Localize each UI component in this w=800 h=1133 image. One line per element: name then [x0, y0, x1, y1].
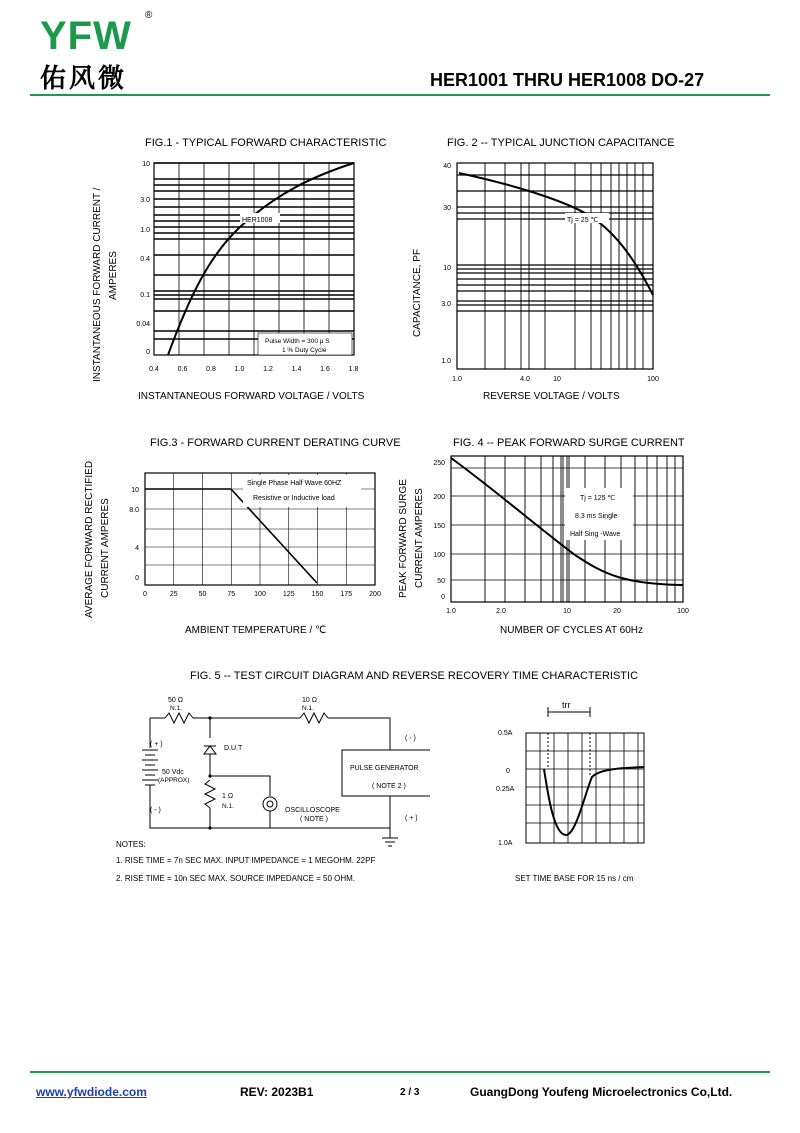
tick-label: 0 — [146, 349, 150, 356]
tick-label: 10 — [443, 265, 451, 272]
svg-text:0.5A: 0.5A — [498, 730, 513, 737]
tick-label: 30 — [443, 205, 451, 212]
dut-diode — [204, 746, 216, 754]
tick-label: 2.0 — [496, 608, 506, 615]
tick-label: 100 — [677, 608, 689, 615]
tick-label: 250 — [433, 460, 445, 467]
svg-text:0.25A: 0.25A — [496, 786, 515, 793]
tick-label: 4 — [135, 545, 139, 552]
tick-label: 1.0 — [446, 608, 456, 615]
tick-label: 10 — [142, 161, 150, 168]
fig2-ylabel: CAPACITANCE, PF — [412, 249, 423, 337]
tick-label: 20 — [613, 608, 621, 615]
tick-label: 150 — [433, 523, 445, 530]
svg-text:N.1.: N.1. — [170, 705, 182, 712]
tick-label: 100 — [433, 552, 445, 559]
tick-label: 3.0 — [140, 197, 150, 204]
footer-rule — [30, 1071, 770, 1073]
fig4-xlabel: NUMBER OF CYCLES AT 60Hz — [500, 625, 643, 636]
logo-latin: YFW — [40, 14, 132, 58]
svg-text:( - ): ( - ) — [150, 807, 161, 814]
svg-text:0: 0 — [506, 768, 510, 775]
tick-label: 4.0 — [520, 376, 530, 383]
svg-text:OSCILLOSCOPE: OSCILLOSCOPE — [285, 807, 340, 814]
tick-label: 40 — [443, 163, 451, 170]
tick-label: 8.0 — [129, 507, 139, 514]
svg-text:D.U.T: D.U.T — [224, 745, 243, 752]
tick-label: 0 — [135, 575, 139, 582]
fig4-ylabel-2: CURRENT AMPERES — [414, 488, 425, 588]
fig1-note-1: Pulse Width = 300 μ S — [265, 338, 330, 345]
tick-label: 0.6 — [177, 366, 188, 373]
tick-label: 0.04 — [136, 321, 150, 328]
svg-text:(APPROX): (APPROX) — [158, 777, 190, 784]
fig3-chart — [125, 465, 385, 605]
fig1-ylabel-1: INSTANTANEOUS FORWARD CURRENT / — [92, 187, 103, 382]
svg-text:N.1.: N.1. — [302, 705, 314, 712]
svg-text:1 Ω: 1 Ω — [222, 793, 234, 800]
header-rule — [30, 94, 770, 96]
fig1-note-2: 1 % Duty Cycle — [282, 347, 327, 354]
fig4-title: FIG. 4 -- PEAK FORWARD SURGE CURRENT — [453, 437, 685, 449]
tick-label: 0.4 — [149, 366, 159, 373]
tick-label: 100 — [254, 591, 266, 598]
tick-label: 0.4 — [140, 256, 150, 263]
svg-text:( + ): ( + ) — [150, 741, 163, 748]
tick-label: 50 — [198, 591, 207, 598]
fig2-title: FIG. 2 -- TYPICAL JUNCTION CAPACITANCE — [447, 137, 675, 149]
fig1-chart — [130, 155, 370, 380]
fig1-curve-label: HER1008 — [242, 217, 273, 224]
tick-label: 175 — [340, 591, 353, 598]
svg-text:50 Vdc: 50 Vdc — [162, 769, 184, 776]
fig5-circuit — [110, 688, 430, 858]
tick-label: 150 — [311, 591, 324, 598]
tick-label: 100 — [647, 376, 659, 383]
fig4-note-3: Half Sing -Wave — [570, 531, 621, 538]
tick-label: 1.6 — [320, 366, 330, 373]
tick-label: 1.0 — [452, 376, 462, 383]
registered-mark: ® — [145, 10, 153, 21]
fig4-ylabel-1: PEAK FORWARD SURGE — [398, 479, 409, 598]
fig5-note-2: 2. RISE TIME = 10n SEC MAX. SOURCE IMPEDANCE = 50 OHM. — [116, 874, 356, 883]
fig2-chart — [425, 155, 665, 387]
revision: REV: 2023B1 — [240, 1085, 314, 1099]
fig3-xlabel: AMBIENT TEMPERATURE / ℃ — [185, 625, 327, 636]
svg-text:( + ): ( + ) — [405, 815, 418, 822]
tick-label: 10 — [563, 608, 571, 615]
fig2-xlabel: REVERSE VOLTAGE / VOLTS — [483, 391, 620, 402]
svg-text:( NOTE 2 ): ( NOTE 2 ) — [372, 783, 406, 790]
tick-label: 0.1 — [140, 292, 150, 299]
document-title: HER1001 THRU HER1008 DO-27 — [430, 70, 705, 90]
tick-label: 1.0 — [140, 227, 150, 234]
fig4-chart — [425, 450, 690, 618]
tick-label: 0 — [143, 591, 147, 598]
r2-resistor — [300, 713, 328, 723]
svg-text:PULSE GENERATOR: PULSE GENERATOR — [350, 765, 419, 772]
tick-label: 25 — [169, 591, 178, 598]
svg-text:( NOTE ): ( NOTE ) — [300, 816, 328, 823]
tick-label: 0 — [441, 594, 445, 601]
tick-label: 10 — [553, 376, 561, 383]
fig2-curve-label: Tj = 25 ℃ — [567, 217, 599, 224]
svg-text:1.0A: 1.0A — [498, 840, 513, 847]
fig1-curve — [168, 163, 354, 355]
page-number: 2 / 3 — [400, 1087, 420, 1098]
recovery-waveform — [544, 767, 644, 835]
fig3-ylabel-2: CURRENT AMPERES — [100, 498, 111, 598]
svg-text:( - ): ( - ) — [405, 735, 416, 742]
tick-label: 1.4 — [291, 366, 302, 373]
fig5-notes-heading: NOTES: — [116, 840, 146, 849]
r3-resistor — [205, 780, 215, 808]
fig5-timebase: SET TIME BASE FOR 15 ns / cm — [515, 874, 634, 883]
tick-label: 10 — [131, 487, 139, 494]
fig1-title: FIG.1 - TYPICAL FORWARD CHARACTERISTIC — [145, 137, 387, 149]
fig4-note-1: Tj = 125 ℃ — [580, 495, 616, 502]
r1-resistor — [165, 713, 193, 723]
oscilloscope — [263, 797, 277, 811]
svg-text:50 Ω: 50 Ω — [168, 697, 183, 704]
fig5-waveform — [490, 695, 650, 855]
fig5-title: FIG. 5 -- TEST CIRCUIT DIAGRAM AND REVERSE RECOVERY TIME CHARACTERISTIC — [190, 670, 639, 682]
tick-label: 1.0 — [234, 366, 245, 373]
tick-label: 1.8 — [348, 366, 359, 373]
fig3-note-2: Resistive or Inductive load — [253, 495, 335, 502]
fig1-ylabel-2: AMPERES — [108, 251, 119, 300]
fig4-note-2: 8.3 ms Single — [575, 513, 618, 520]
ground-icon — [382, 838, 398, 846]
tick-label: 75 — [227, 591, 236, 598]
tick-label: 200 — [369, 591, 381, 598]
battery — [142, 750, 158, 785]
tick-label: 1.2 — [263, 366, 273, 373]
tick-label: 0.8 — [206, 366, 216, 373]
tick-label: 200 — [433, 494, 445, 501]
fig1-xlabel: INSTANTANEOUS FORWARD VOLTAGE / VOLTS — [138, 391, 365, 402]
svg-text:N.1.: N.1. — [222, 803, 234, 810]
tick-label: 3.0 — [441, 301, 451, 308]
fig3-note-1: Single Phase Half Wave 60HZ — [247, 480, 342, 487]
website-link[interactable]: www.yfwdiode.com — [36, 1085, 147, 1099]
tick-label: 1.0 — [441, 358, 451, 365]
fig5-note-1: 1. RISE TIME = 7n SEC MAX. INPUT IMPEDANCE = 1 MEGOHM. 22PF — [116, 856, 376, 865]
tick-label: 50 — [437, 578, 445, 585]
svg-text:trr: trr — [562, 700, 571, 710]
svg-text:10 Ω: 10 Ω — [302, 697, 317, 704]
fig3-ylabel-1: AVERAGE FORWARD RECTIFIED — [84, 460, 95, 618]
logo-chinese: 佑风微 — [40, 64, 128, 94]
fig3-title: FIG.3 - FORWARD CURRENT DERATING CURVE — [150, 437, 401, 449]
company-name: GuangDong Youfeng Microelectronics Co,Ltd. — [470, 1085, 733, 1099]
tick-label: 125 — [282, 591, 295, 598]
